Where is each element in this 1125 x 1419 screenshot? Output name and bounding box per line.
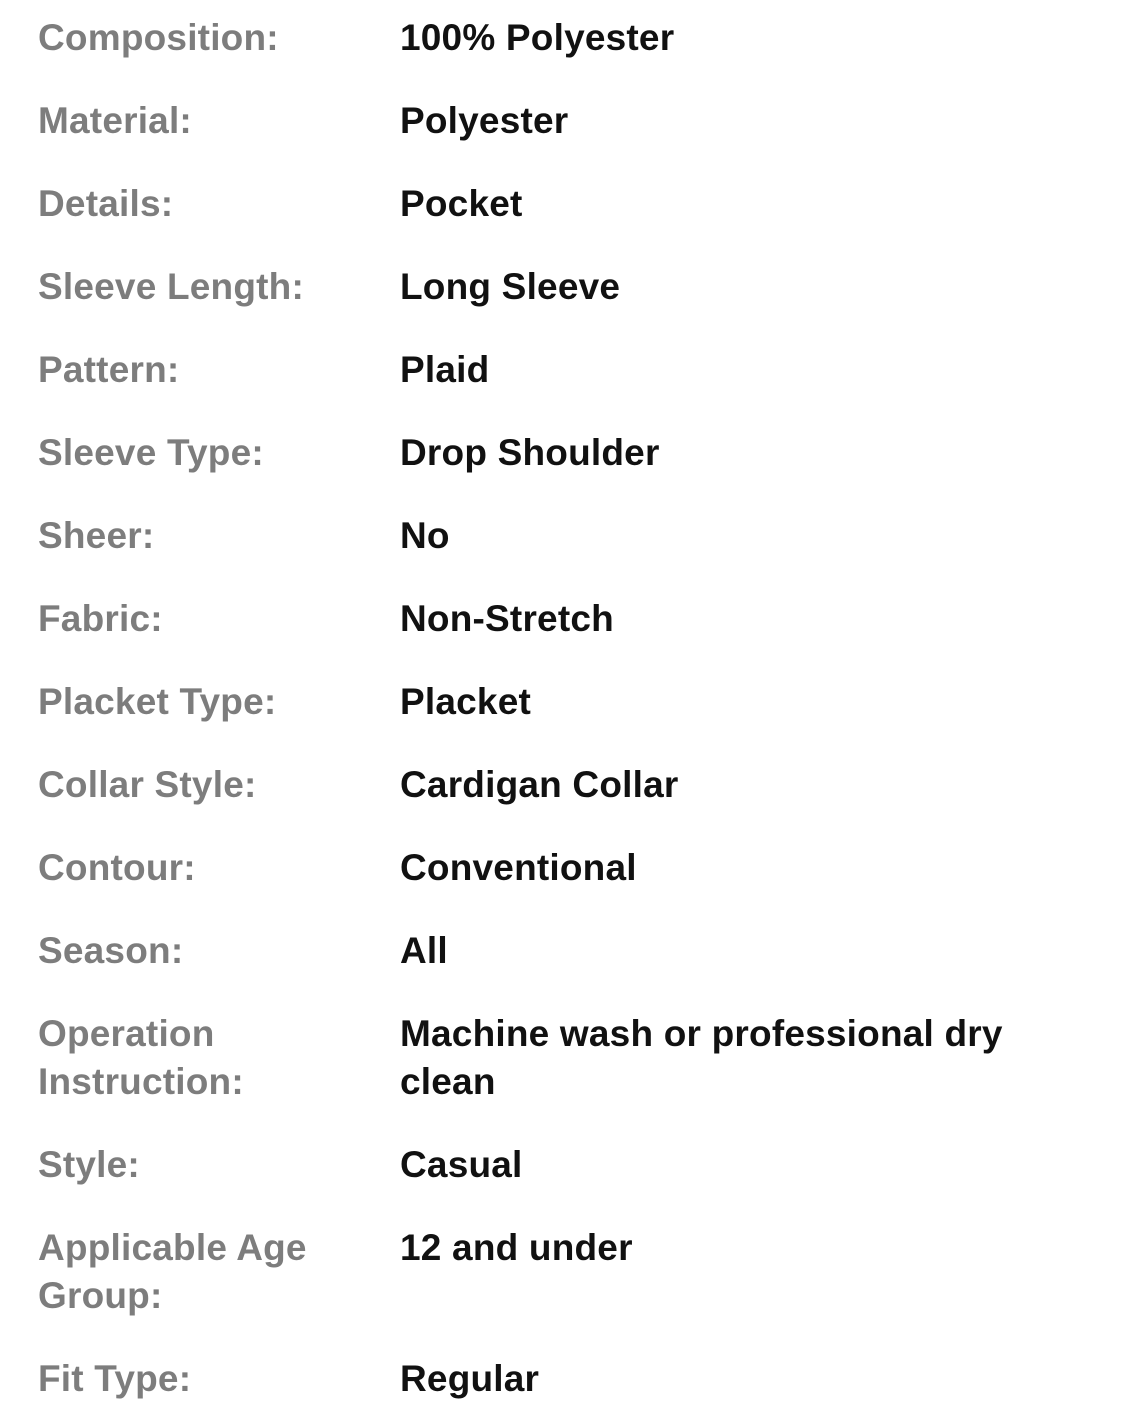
- spec-row: [38, 1141, 1080, 1189]
- spec-value: Drop Shoulder: [400, 432, 660, 473]
- spec-value: Non-Stretch: [400, 598, 614, 639]
- spec-label: Operation Instruction:: [38, 1013, 244, 1102]
- spec-value: Placket: [400, 681, 531, 722]
- spec-value: Cardigan Collar: [400, 764, 679, 805]
- spec-row: [38, 263, 1080, 311]
- spec-row: [38, 1355, 1080, 1403]
- spec-value: Machine wash or professional dry clean: [400, 1013, 1003, 1102]
- spec-row: [38, 14, 1080, 62]
- spec-row: [38, 1224, 1080, 1320]
- spec-label: Sheer:: [38, 515, 155, 556]
- spec-label: Fit Type:: [38, 1358, 192, 1399]
- spec-label: Contour:: [38, 847, 196, 888]
- spec-value: Plaid: [400, 349, 490, 390]
- spec-value: Long Sleeve: [400, 266, 621, 307]
- spec-row: [38, 678, 1080, 726]
- spec-label: Sleeve Length:: [38, 266, 304, 307]
- spec-row: [38, 180, 1080, 228]
- spec-value: Casual: [400, 1144, 523, 1185]
- spec-value: Polyester: [400, 100, 569, 141]
- spec-label: Details:: [38, 183, 174, 224]
- spec-row: [38, 512, 1080, 560]
- spec-label: Pattern:: [38, 349, 180, 390]
- spec-label: Sleeve Type:: [38, 432, 264, 473]
- spec-row: [38, 97, 1080, 145]
- spec-value: Pocket: [400, 183, 523, 224]
- spec-row: [38, 1010, 1080, 1106]
- spec-row: [38, 595, 1080, 643]
- spec-value: No: [400, 515, 450, 556]
- spec-value: 100% Polyester: [400, 17, 675, 58]
- spec-value: Conventional: [400, 847, 637, 888]
- spec-label: Style:: [38, 1144, 140, 1185]
- spec-label: Composition:: [38, 17, 279, 58]
- spec-row: [38, 927, 1080, 975]
- spec-label: Placket Type:: [38, 681, 277, 722]
- spec-label: Collar Style:: [38, 764, 257, 805]
- spec-value: Regular: [400, 1358, 540, 1399]
- spec-row: [38, 761, 1080, 809]
- spec-label: Season:: [38, 930, 184, 971]
- spec-value: All: [400, 930, 448, 971]
- spec-value: 12 and under: [400, 1227, 633, 1268]
- spec-label: Fabric:: [38, 598, 163, 639]
- spec-label: Applicable Age Group:: [38, 1227, 307, 1316]
- spec-row: [38, 844, 1080, 892]
- spec-label: Material:: [38, 100, 192, 141]
- spec-row: [38, 429, 1080, 477]
- spec-row: [38, 346, 1080, 394]
